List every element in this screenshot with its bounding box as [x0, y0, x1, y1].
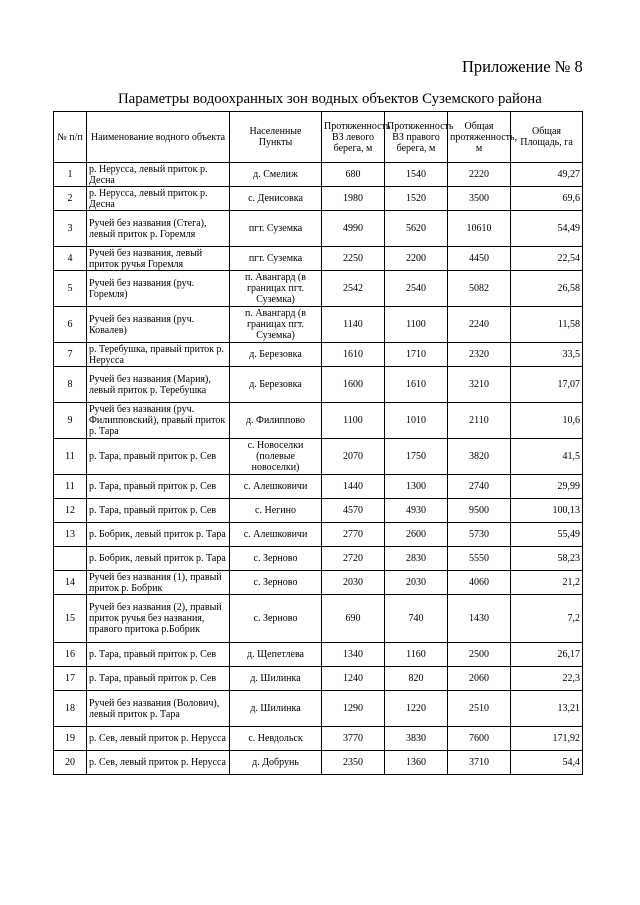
- total-area: 49,27: [511, 163, 583, 187]
- total-length: 7600: [448, 727, 511, 751]
- object-name: Ручей без названия (руч. Ковалев): [87, 307, 230, 343]
- right-bank-length: 1010: [385, 403, 448, 439]
- total-area: 54,49: [511, 211, 583, 247]
- total-length: 3210: [448, 367, 511, 403]
- left-bank-length: 2542: [322, 271, 385, 307]
- right-bank-length: 1220: [385, 691, 448, 727]
- left-bank-length: 1340: [322, 643, 385, 667]
- left-bank-length: 1240: [322, 667, 385, 691]
- total-area: 171,92: [511, 727, 583, 751]
- right-bank-length: 1710: [385, 343, 448, 367]
- row-number: 6: [54, 307, 87, 343]
- table-header-row: [54, 112, 583, 163]
- row-number: 11: [54, 439, 87, 475]
- object-name: р. Нерусса, левый приток р. Десна: [87, 163, 230, 187]
- total-length: 5082: [448, 271, 511, 307]
- table-row: [54, 307, 583, 343]
- left-bank-length: 1290: [322, 691, 385, 727]
- settlement: д. Березовка: [230, 367, 322, 403]
- object-name: р. Тара, правый приток р. Сев: [87, 499, 230, 523]
- object-name: Ручей без названия (руч. Горемля): [87, 271, 230, 307]
- row-number: 16: [54, 643, 87, 667]
- table-row: [54, 187, 583, 211]
- settlement: с. Денисовка: [230, 187, 322, 211]
- row-number: 8: [54, 367, 87, 403]
- table-row: [54, 247, 583, 271]
- object-name: Ручей без названия (1), правый приток р. Бобрик: [87, 571, 230, 595]
- object-name: р. Тара, правый приток р. Сев: [87, 643, 230, 667]
- total-area: 10,6: [511, 403, 583, 439]
- table-row: [54, 211, 583, 247]
- object-name: р. Бобрик, левый приток р. Тара: [87, 547, 230, 571]
- right-bank-length: 2030: [385, 571, 448, 595]
- table-body: [54, 163, 583, 775]
- settlement: пгт. Суземка: [230, 247, 322, 271]
- total-area: 29,99: [511, 475, 583, 499]
- total-length: 2060: [448, 667, 511, 691]
- right-bank-length: 2200: [385, 247, 448, 271]
- left-bank-length: 690: [322, 595, 385, 643]
- settlement: д. Добрунь: [230, 751, 322, 775]
- left-bank-length: 2070: [322, 439, 385, 475]
- total-area: 13,21: [511, 691, 583, 727]
- total-length: 2110: [448, 403, 511, 439]
- settlement: с. Новоселки (полевые новоселки): [230, 439, 322, 475]
- col-header-name: Наименование водного объекта: [87, 112, 230, 163]
- table-row: [54, 343, 583, 367]
- total-length: 2510: [448, 691, 511, 727]
- total-area: 41,5: [511, 439, 583, 475]
- left-bank-length: 3770: [322, 727, 385, 751]
- row-number: [54, 547, 87, 571]
- settlement: д. Шилинка: [230, 691, 322, 727]
- total-area: 26,58: [511, 271, 583, 307]
- total-length: 9500: [448, 499, 511, 523]
- settlement: п. Авангард (в границах пгт. Суземка): [230, 307, 322, 343]
- left-bank-length: 4570: [322, 499, 385, 523]
- total-area: 33,5: [511, 343, 583, 367]
- total-area: 69,6: [511, 187, 583, 211]
- col-header-number: № п/п: [54, 112, 87, 163]
- table-row: [54, 691, 583, 727]
- row-number: 2: [54, 187, 87, 211]
- row-number: 15: [54, 595, 87, 643]
- right-bank-length: 740: [385, 595, 448, 643]
- table-row: [54, 403, 583, 439]
- col-header-area: Общая Площадь, га: [511, 112, 583, 163]
- row-number: 13: [54, 523, 87, 547]
- table-row: [54, 523, 583, 547]
- col-header-place: Населенные Пункты: [230, 112, 322, 163]
- total-area: 55,49: [511, 523, 583, 547]
- table-row: [54, 475, 583, 499]
- object-name: р. Бобрик, левый приток р. Тара: [87, 523, 230, 547]
- row-number: 3: [54, 211, 87, 247]
- row-number: 11: [54, 475, 87, 499]
- right-bank-length: 1520: [385, 187, 448, 211]
- total-length: 5730: [448, 523, 511, 547]
- right-bank-length: 1160: [385, 643, 448, 667]
- left-bank-length: 1140: [322, 307, 385, 343]
- left-bank-length: 2250: [322, 247, 385, 271]
- total-length: 2740: [448, 475, 511, 499]
- total-length: 2320: [448, 343, 511, 367]
- table-row: [54, 667, 583, 691]
- object-name: Ручей без названия (Волович), левый приток р. Тара: [87, 691, 230, 727]
- table-title: Параметры водоохранных зон водных объектов Суземского района: [118, 91, 542, 107]
- table-row: [54, 643, 583, 667]
- right-bank-length: 1360: [385, 751, 448, 775]
- total-area: 21,2: [511, 571, 583, 595]
- row-number: 20: [54, 751, 87, 775]
- right-bank-length: 820: [385, 667, 448, 691]
- settlement: д. Шилинка: [230, 667, 322, 691]
- total-area: 22,54: [511, 247, 583, 271]
- row-number: 18: [54, 691, 87, 727]
- row-number: 7: [54, 343, 87, 367]
- object-name: р. Сев, левый приток р. Нерусса: [87, 727, 230, 751]
- total-area: 22,3: [511, 667, 583, 691]
- appendix-label: Приложение № 8: [462, 57, 583, 76]
- settlement: с. Невдольск: [230, 727, 322, 751]
- left-bank-length: 4990: [322, 211, 385, 247]
- total-area: 7,2: [511, 595, 583, 643]
- left-bank-length: 1980: [322, 187, 385, 211]
- left-bank-length: 2720: [322, 547, 385, 571]
- object-name: р. Тара, правый приток р. Сев: [87, 475, 230, 499]
- settlement: п. Авангард (в границах пгт. Суземка): [230, 271, 322, 307]
- col-header-right-bank: Протяженность ВЗ правого берега, м: [385, 112, 448, 163]
- settlement: с. Алешковичи: [230, 475, 322, 499]
- row-number: 17: [54, 667, 87, 691]
- table-row: [54, 163, 583, 187]
- object-name: р. Теребушка, правый приток р. Нерусса: [87, 343, 230, 367]
- col-header-left-bank: Протяженность ВЗ левого берега, м: [322, 112, 385, 163]
- object-name: Ручей без названия, левый приток ручья Горемля: [87, 247, 230, 271]
- total-length: 10610: [448, 211, 511, 247]
- right-bank-length: 2540: [385, 271, 448, 307]
- table-row: [54, 595, 583, 643]
- row-number: 1: [54, 163, 87, 187]
- right-bank-length: 1610: [385, 367, 448, 403]
- right-bank-length: 1300: [385, 475, 448, 499]
- object-name: Ручей без названия (2), правый приток ручья без названия, правого притока р.Бобрик: [87, 595, 230, 643]
- settlement: с. Негино: [230, 499, 322, 523]
- table-row: [54, 727, 583, 751]
- left-bank-length: 1600: [322, 367, 385, 403]
- settlement: с. Зерново: [230, 547, 322, 571]
- object-name: Ручей без названия (Мария), левый приток р. Теребушка: [87, 367, 230, 403]
- total-area: 17,07: [511, 367, 583, 403]
- settlement: с. Алешковичи: [230, 523, 322, 547]
- table-row: [54, 499, 583, 523]
- left-bank-length: 1610: [322, 343, 385, 367]
- object-name: Ручей без названия (руч. Филипповский), правый приток р. Тара: [87, 403, 230, 439]
- table-row: [54, 367, 583, 403]
- object-name: р. Нерусса, левый приток р. Десна: [87, 187, 230, 211]
- total-area: 100,13: [511, 499, 583, 523]
- right-bank-length: 1100: [385, 307, 448, 343]
- left-bank-length: 1440: [322, 475, 385, 499]
- total-length: 4450: [448, 247, 511, 271]
- total-length: 2220: [448, 163, 511, 187]
- row-number: 4: [54, 247, 87, 271]
- right-bank-length: 3830: [385, 727, 448, 751]
- total-length: 3500: [448, 187, 511, 211]
- total-length: 4060: [448, 571, 511, 595]
- left-bank-length: 2350: [322, 751, 385, 775]
- right-bank-length: 2830: [385, 547, 448, 571]
- settlement: пгт. Суземка: [230, 211, 322, 247]
- total-area: 26,17: [511, 643, 583, 667]
- left-bank-length: 2030: [322, 571, 385, 595]
- table-row: [54, 439, 583, 475]
- row-number: 14: [54, 571, 87, 595]
- total-length: 1430: [448, 595, 511, 643]
- left-bank-length: 680: [322, 163, 385, 187]
- object-name: р. Тара, правый приток р. Сев: [87, 439, 230, 475]
- row-number: 5: [54, 271, 87, 307]
- left-bank-length: 2770: [322, 523, 385, 547]
- table-row: [54, 547, 583, 571]
- total-length: 2240: [448, 307, 511, 343]
- total-area: 11,58: [511, 307, 583, 343]
- settlement: д. Щепетлева: [230, 643, 322, 667]
- right-bank-length: 2600: [385, 523, 448, 547]
- settlement: д. Филиппово: [230, 403, 322, 439]
- total-area: 58,23: [511, 547, 583, 571]
- right-bank-length: 1750: [385, 439, 448, 475]
- settlement: с. Зерново: [230, 595, 322, 643]
- left-bank-length: 1100: [322, 403, 385, 439]
- settlement: д. Березовка: [230, 343, 322, 367]
- right-bank-length: 5620: [385, 211, 448, 247]
- row-number: 19: [54, 727, 87, 751]
- object-name: р. Тара, правый приток р. Сев: [87, 667, 230, 691]
- object-name: р. Сев, левый приток р. Нерусса: [87, 751, 230, 775]
- total-area: 54,4: [511, 751, 583, 775]
- table-row: [54, 751, 583, 775]
- total-length: 3820: [448, 439, 511, 475]
- row-number: 9: [54, 403, 87, 439]
- total-length: 5550: [448, 547, 511, 571]
- total-length: 2500: [448, 643, 511, 667]
- col-header-total-length: Общая протяженность, м: [448, 112, 511, 163]
- row-number: 12: [54, 499, 87, 523]
- settlement: д. Смелиж: [230, 163, 322, 187]
- right-bank-length: 4930: [385, 499, 448, 523]
- object-name: Ручей без названия (Стега), левый приток р. Горемля: [87, 211, 230, 247]
- water-zones-table: [53, 111, 583, 775]
- table-row: [54, 271, 583, 307]
- table-row: [54, 571, 583, 595]
- settlement: с. Зерново: [230, 571, 322, 595]
- total-length: 3710: [448, 751, 511, 775]
- right-bank-length: 1540: [385, 163, 448, 187]
